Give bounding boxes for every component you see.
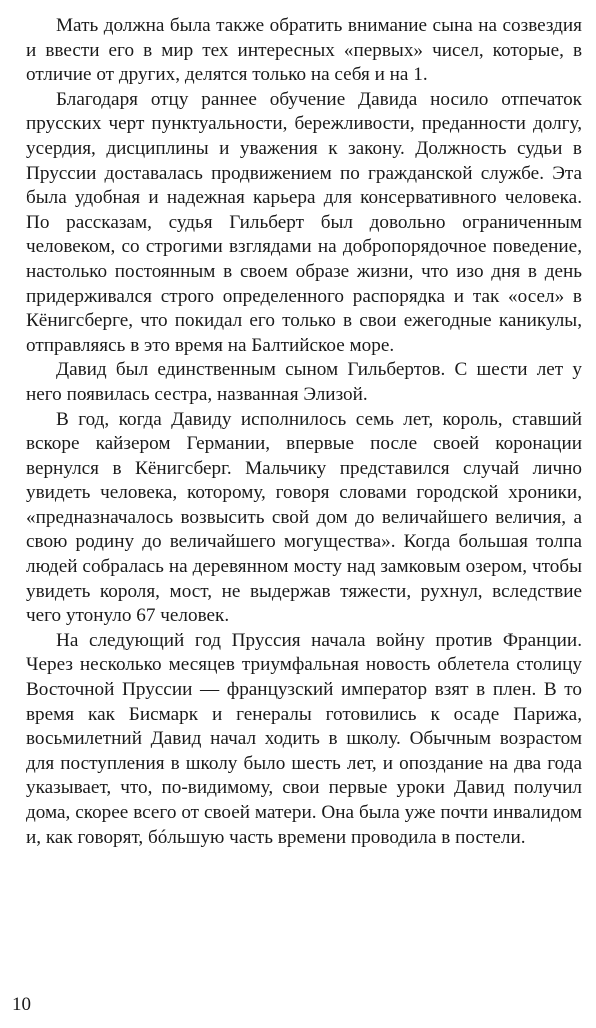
paragraph-4: В год, когда Давиду исполнилось семь лет, король, ставший вскоре кайзером Германии, впервые после своей коронации вернулся в Кёнигсберг. Мальчику представился случай лично увидеть человека, которому, говоря словами городской хроники, «предназначалось возвысить свой дом до величайшего величия, а свою родину до величайшего могущества». Когда большая толпа людей собралась на деревянном мосту над замковым озером, чтобы увидеть короля, мост, не выдержав тяжести, рухнул, вследствие чего утонуло 67 человек. [26,408,582,627]
paragraph-3: Давид был единственным сыном Гильбертов. С шести лет у него появилась сестра, названная Элизой. [26,359,582,405]
paragraph-2: Благодаря отцу раннее обучение Давида носило отпечаток прусских черт пунктуальности, бережливости, преданности долгу, усердия, дисциплины и уважения к закону. Должность судьи в Пруссии доставалась продвижением по гражданской службе. Эта была удобная и надежная карьера для консервативного человека. По рассказам, судья Гильберт был довольно ограниченным человеком, со строгими взглядами на добропорядочное поведение, настолько постоянным в своем образе жизни, что изо дня в день придерживался строго определенного распорядка и так «осел» в Кёнигсберге, что покидал его только в свои ежегодные каникулы, отправляясь в это время на Балтийское море. [26,88,582,356]
paragraph-5: На следующий год Пруссия начала войну против Франции. Через несколько месяцев триумфальная новость облетела столицу Восточной Пруссии — французский император взят в плен. В то время как Бисмарк и генералы готовились к осаде Парижа, восьмилетний Давид начал ходить в школу. Обычным возрастом для поступления в школу было шесть лет, и опоздание на два года указывает, что, по-видимому, свои первые уроки Давид получил дома, скорее всего от своей матери. Она была уже почти инвалидом и, как говорят, бóльшую часть времени проводила в постели. [26,629,582,848]
paragraph-1: Мать должна была также обратить внимание сына на созвездия и ввести его в мир тех интересных «первых» чисел, которые, в отличие от других, делятся только на себя и на 1. [26,15,582,86]
page-body [26,14,582,850]
page-number: 10 [12,994,31,1015]
